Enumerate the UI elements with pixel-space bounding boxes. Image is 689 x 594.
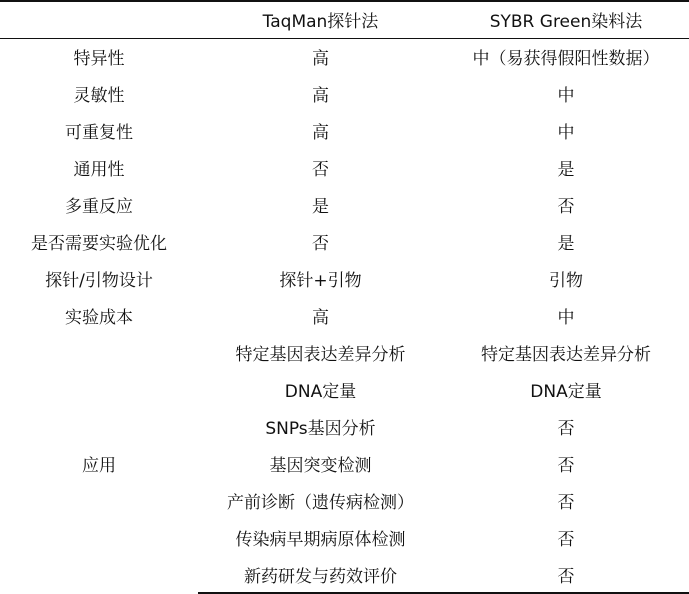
taqman-cell: SNPs基因分析 xyxy=(265,419,376,439)
header-taqman: TaqMan探针法 xyxy=(198,1,443,38)
row-label: 实验成本 xyxy=(65,308,133,328)
sybr-cell: 否 xyxy=(557,456,575,476)
table-row xyxy=(0,223,689,260)
application-label: 应用 xyxy=(82,456,116,476)
taqman-cell: 高 xyxy=(312,123,329,143)
header-empty-cell xyxy=(0,1,198,38)
sybr-cell: DNA定量 xyxy=(530,382,602,402)
taqman-cell: 高 xyxy=(312,49,329,70)
sybr-cell: 是 xyxy=(557,160,575,180)
taqman-cell: 基因突变检测 xyxy=(269,456,372,476)
sybr-cell: 中（易获得假阳性数据） xyxy=(472,49,660,70)
row-label: 特异性 xyxy=(73,49,125,70)
table-row xyxy=(0,149,689,186)
table-row xyxy=(0,186,689,223)
sybr-cell: 引物 xyxy=(549,271,583,291)
row-label: 是否需要实验优化 xyxy=(31,234,167,254)
sybr-cell: 是 xyxy=(557,234,575,254)
taqman-cell: DNA定量 xyxy=(284,382,357,402)
taqman-cell: 是 xyxy=(312,197,329,217)
table-row xyxy=(0,38,689,75)
sybr-cell: 中 xyxy=(557,123,575,143)
taqman-cell: 高 xyxy=(312,86,329,106)
table-header-row xyxy=(0,1,689,38)
row-label: 可重复性 xyxy=(65,123,133,143)
sybr-cell: 中 xyxy=(557,86,575,106)
row-label: 多重反应 xyxy=(65,197,133,217)
sybr-cell: 否 xyxy=(557,197,575,217)
taqman-cell: 产前诊断（遗传病检测） xyxy=(227,493,414,513)
row-label: 灵敏性 xyxy=(73,86,125,106)
row-label: 通用性 xyxy=(73,160,125,180)
table-row xyxy=(0,297,689,334)
table-row xyxy=(0,112,689,149)
sybr-cell: 特定基因表达差异分析 xyxy=(481,345,651,365)
taqman-cell: 新药研发与药效评价 xyxy=(198,556,443,593)
taqman-cell: 否 xyxy=(312,160,329,180)
sybr-cell: 否 xyxy=(557,493,575,513)
table-row xyxy=(0,260,689,297)
table-row xyxy=(0,75,689,112)
sybr-cell: 否 xyxy=(557,530,575,550)
table-row xyxy=(0,334,689,371)
header-sybr-green: SYBR Green染料法 xyxy=(443,1,689,38)
sybr-cell: 否 xyxy=(557,419,575,439)
sybr-cell: 否 xyxy=(443,556,689,593)
taqman-cell: 探针+引物 xyxy=(279,271,362,291)
sybr-cell: 中 xyxy=(557,308,575,328)
row-label: 探针/引物设计 xyxy=(45,271,153,291)
taqman-cell: 高 xyxy=(312,308,329,328)
taqman-cell: 传染病早期病原体检测 xyxy=(235,530,406,550)
taqman-cell: 特定基因表达差异分析 xyxy=(235,345,406,365)
taqman-cell: 否 xyxy=(312,234,329,254)
